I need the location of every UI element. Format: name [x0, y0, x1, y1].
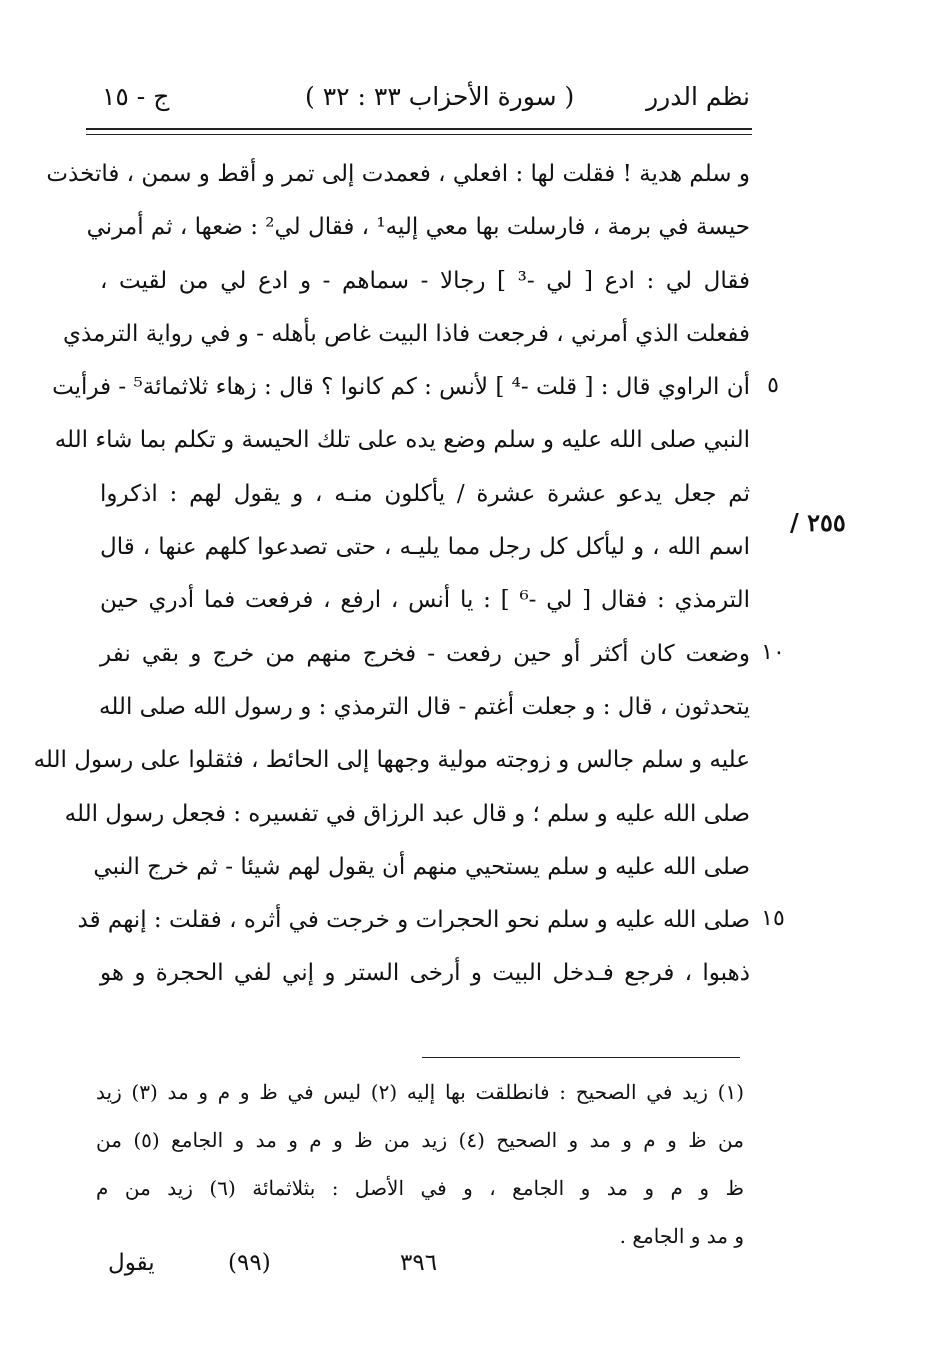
- volume-label: ج - ١٥: [102, 82, 170, 111]
- footnote-line: من ظ و م و مد و الصحيح (٤) زيد من ظ و م و مد و الجامع (٥) من: [96, 1128, 744, 1152]
- footnote-line: ظ و م و مد و الجامع ، و في الأصل : بثلاثمائة (٦) زيد من م: [96, 1176, 744, 1200]
- footnote-line: و مد و الجامع .: [619, 1224, 744, 1248]
- footnote-line: (١) زيد في الصحيح : فانطلقت بها إليه (٢) ليس في ظ و م و مد (٣) زيد: [96, 1080, 745, 1104]
- main-text: [33, 148, 751, 1001]
- bracket-number: (٩٩): [228, 1250, 271, 1276]
- header-rule-thin: [86, 134, 752, 135]
- text-line: ذهبوا ، فرجع فـدخل البيت و أرخى الستر و إني لفي الحجرة و هو: [100, 960, 750, 987]
- margin-page-reference: ٢٥٥ /: [790, 508, 846, 537]
- text-line: وضعت كان أكثر أو حين رفعت - فخرج منهم من خرج و بقي نفر: [100, 640, 750, 667]
- header-rule: [86, 128, 752, 130]
- text-line: النبي صلى الله عليه و سلم وضع يده على تلك الحيسة و تكلم بما شاء الله: [54, 427, 750, 454]
- text-line: حيسة في برمة ، فارسلت بها معي إليه¹ ، فقال لي² : ضعها ، ثم أمرني: [86, 214, 750, 241]
- text-line: اسم الله ، و ليأكل كل رجل مما يليـه ، حتى تصدعوا كلهم عنها ، قال: [100, 534, 750, 561]
- line-number: ١٠: [761, 639, 785, 665]
- text-line: يتحدثون ، قال : و جعلت أغتم - قال الترمذي : و رسول الله صلى الله: [98, 693, 750, 720]
- text-line: أن الراوي قال : [ قلت -⁴ ] لأنس : كم كانوا ؟ قال : زهاء ثلاثمائة⁵ - فرأيت: [52, 374, 750, 401]
- page-footer: [100, 1250, 660, 1290]
- line-number: ٥: [767, 373, 779, 399]
- footnotes: [96, 1068, 744, 1260]
- text-line: و سلم هدية ! فقلت لها : افعلي ، فعمدت إلى تمر و أقط و سمن ، فاتخذت: [46, 161, 750, 187]
- text-line: ثم جعل يدعو عشرة عشرة / يأكلون منـه ، و يقول لهم : اذكروا: [100, 480, 750, 507]
- page-number: ٣٩٦: [400, 1250, 438, 1276]
- running-header: [100, 82, 750, 122]
- footnote-rule: [422, 1057, 740, 1058]
- text-line: صلى الله عليه و سلم ؛ و قال عبد الرزاق في تفسيره : فجعل رسول الله: [64, 800, 750, 827]
- text-line: صلى الله عليه و سلم نحو الحجرات و خرجت في أثره ، فقلت : إنهم قد: [77, 907, 750, 934]
- book-title: نظم الدرر: [646, 82, 750, 111]
- text-line: الترمذي : فقال [ لي -⁶ ] : يا أنس ، ارفع ، فرفعت فما أدري حين: [100, 587, 750, 614]
- catchword: يقول: [108, 1250, 155, 1276]
- text-line: صلى الله عليه و سلم يستحيي منهم أن يقول لهم شيئا - ثم خرج النبي: [93, 853, 750, 880]
- text-line: ففعلت الذي أمرني ، فرجعت فاذا البيت غاص بأهله - و في رواية الترمذي: [62, 320, 750, 347]
- text-line: عليه و سلم جالس و زوجته مولية وجهها إلى الحائط ، فثقلوا على رسول الله: [33, 747, 750, 774]
- surah-reference: ( سورة الأحزاب ٣٣ : ٣٢ ): [305, 82, 575, 111]
- text-line: فقال لي : ادع [ لي -³ ] رجالا - سماهم - و ادع لي من لقيت ،: [100, 267, 751, 294]
- line-number: ١٥: [761, 906, 785, 932]
